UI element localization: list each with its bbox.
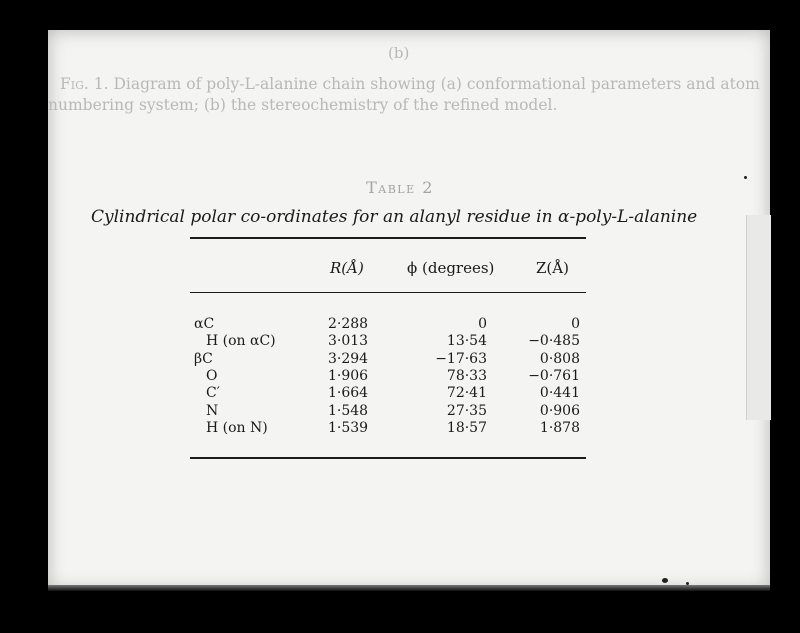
column-header-z: Z(Å)	[536, 259, 569, 277]
table-row	[0, 333, 800, 351]
atom-cell: H (on αC)	[206, 333, 276, 350]
dust-speck	[744, 176, 747, 179]
table-row	[0, 351, 800, 369]
table-title: Table 2	[366, 178, 434, 197]
figure-caption-text-1: Diagram of poly-L-alanine chain showing (a) conformational parameters and atom	[113, 75, 760, 93]
z-cell: −0·761	[528, 367, 580, 384]
table-row	[0, 316, 800, 334]
dust-speck	[662, 578, 668, 583]
atom-cell: βC	[194, 350, 213, 367]
z-cell: −0·485	[528, 333, 580, 350]
r-cell: 2·288	[328, 316, 369, 332]
table-bottom-rule	[190, 457, 586, 459]
table-header-rule	[190, 292, 586, 293]
phi-cell: 78·33	[446, 367, 487, 384]
table-row	[0, 403, 800, 421]
phi-cell: 0	[478, 316, 487, 332]
phi-cell: −17·63	[435, 350, 487, 367]
z-cell: 0·441	[539, 385, 580, 402]
r-cell: 3·294	[328, 350, 369, 367]
atom-cell: O	[206, 367, 218, 384]
column-header-r-text: R(Å)	[330, 259, 364, 277]
column-header-phi: ϕ (degrees)	[407, 259, 495, 277]
figure-caption-prefix: Fig. 1.	[60, 75, 109, 93]
r-cell: 1·548	[328, 402, 369, 419]
table-top-rule	[190, 237, 586, 239]
atom-cell: αC	[194, 316, 215, 332]
r-cell: 1·906	[328, 367, 369, 384]
z-cell: 0·906	[539, 402, 580, 419]
r-cell: 3·013	[328, 333, 369, 350]
z-cell: 0·808	[539, 350, 580, 367]
page-shadow	[48, 585, 770, 591]
dust-speck	[686, 582, 689, 585]
table-row	[0, 420, 800, 438]
figure-caption-line-2: numbering system; (b) the stereochemistry of the refined model.	[48, 96, 558, 114]
phi-cell: 27·35	[446, 402, 487, 419]
z-cell: 0	[571, 316, 580, 332]
column-header-r	[330, 259, 364, 277]
r-cell: 1·539	[328, 419, 369, 436]
phi-cell: 18·57	[446, 419, 487, 436]
atom-cell: C′	[206, 385, 220, 402]
z-cell: 1·878	[539, 419, 580, 436]
phi-cell: 13·54	[446, 333, 487, 350]
figure-part-label: (b)	[388, 44, 410, 62]
figure-caption-line-1	[60, 74, 760, 95]
atom-cell: H (on N)	[206, 419, 268, 436]
table-caption: Cylindrical polar co-ordinates for an alanyl residue in α-poly-L-alanine	[91, 207, 698, 227]
r-cell: 1·664	[328, 385, 369, 402]
phi-cell: 72·41	[446, 385, 487, 402]
figure-caption	[48, 74, 760, 116]
table-row	[0, 368, 800, 386]
atom-cell: N	[206, 402, 219, 419]
table-row	[0, 385, 800, 403]
